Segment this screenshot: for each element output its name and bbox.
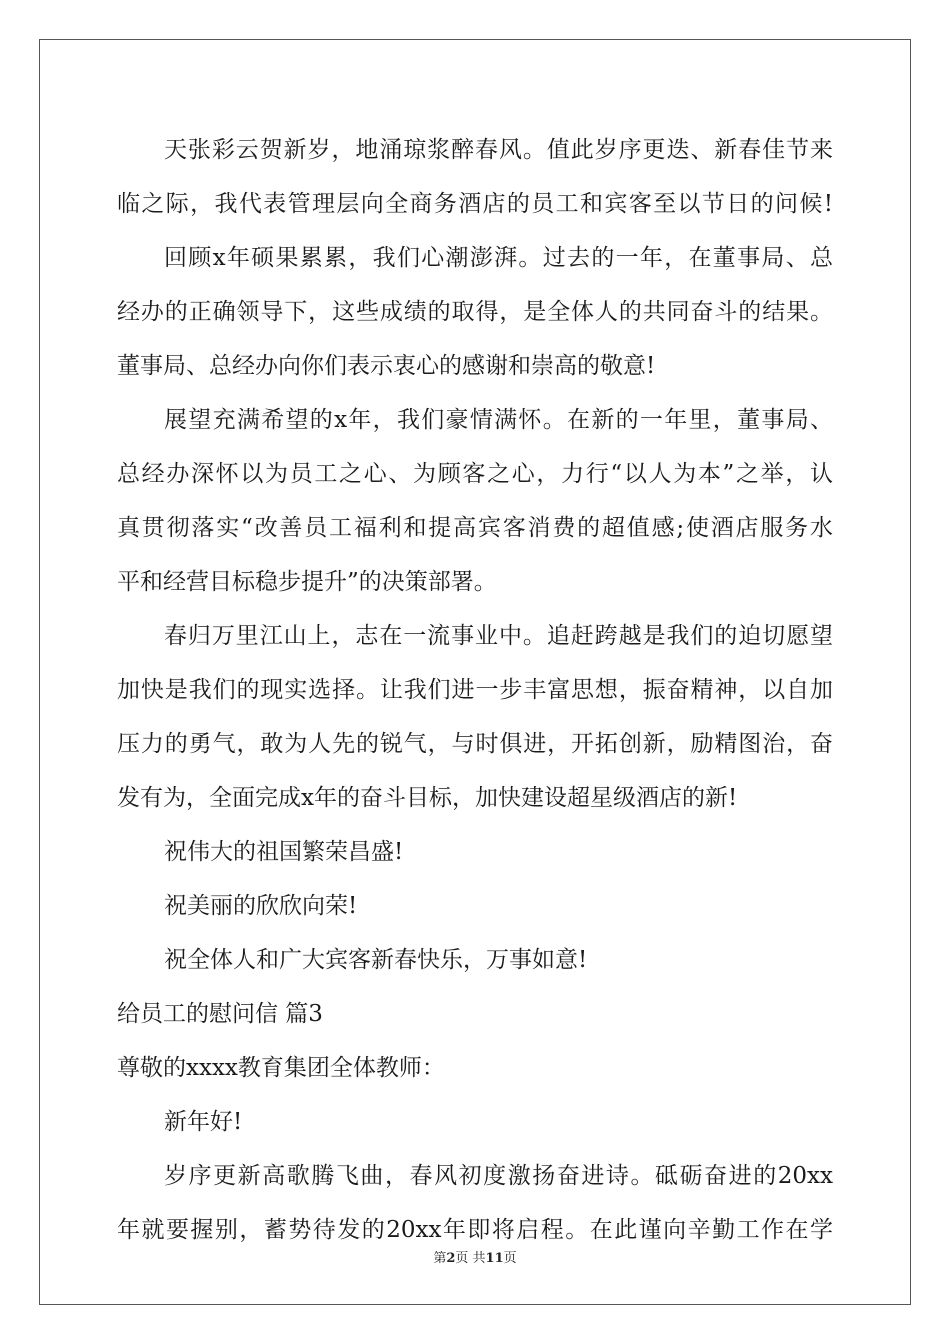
text-line: 平和经营目标稳步提升”的决策部署。 <box>117 569 497 595</box>
footer-prefix: 第 <box>433 1251 447 1266</box>
text-line: 回顾x年硕果累累，我们心潮澎湃。过去的一年，在董事局、总 <box>164 245 833 271</box>
text-line: 展望充满希望的x年，我们豪情满怀。在新的一年里，董事局、 <box>164 407 833 433</box>
text-line: 发有为，全面完成x年的奋斗目标，加快建设超星级酒店的新! <box>117 785 738 811</box>
text-line: 经办的正确领导下，这些成绩的取得，是全体人的共同奋斗的结果。 <box>117 299 833 325</box>
text-line: 临之际，我代表管理层向全商务酒店的员工和宾客至以节日的问候! <box>117 191 833 217</box>
text-line: 春归万里江山上，志在一流事业中。追赶跨越是我们的迫切愿望 <box>164 623 833 649</box>
footer-suffix: 页 <box>503 1251 517 1266</box>
footer-page-number: 2 <box>446 1251 456 1266</box>
document-body <box>117 123 833 1257</box>
footer-total-pages: 11 <box>485 1251 504 1266</box>
text-line: 岁序更新高歌腾飞曲，春风初度激扬奋进诗。砥砺奋进的20xx <box>164 1163 833 1189</box>
text-line: 真贯彻落实“改善员工福利和提高宾客消费的超值感;使酒店服务水 <box>117 515 833 541</box>
text-line: 祝全体人和广大宾客新春快乐，万事如意! <box>164 947 588 973</box>
page-footer <box>0 1247 950 1266</box>
text-line: 祝伟大的祖国繁荣昌盛! <box>164 839 404 865</box>
text-line: 给员工的慰问信 篇3 <box>117 1001 323 1027</box>
text-line: 天张彩云贺新岁，地涌琼浆醉春风。值此岁序更迭、新春佳节来 <box>164 137 833 163</box>
text-line: 总经办深怀以为员工之心、为顾客之心，力行“以人为本”之举，认 <box>117 461 833 487</box>
text-line: 加快是我们的现实选择。让我们进一步丰富思想，振奋精神，以自加 <box>117 677 833 703</box>
text-line: 祝美丽的欣欣向荣! <box>164 893 358 919</box>
text-line: 尊敬的xxxx教育集团全体教师： <box>117 1055 445 1081</box>
text-line: 董事局、总经办向你们表示衷心的感谢和崇高的敬意! <box>117 353 656 379</box>
text-line: 年就要握别，蓄势待发的20xx年即将启程。在此谨向辛勤工作在学 <box>117 1217 833 1243</box>
text-line: 压力的勇气，敢为人先的锐气，与时俱进，开拓创新，励精图治，奋 <box>117 731 833 757</box>
text-line: 新年好! <box>164 1109 243 1135</box>
footer-middle: 页 共 <box>455 1251 486 1266</box>
